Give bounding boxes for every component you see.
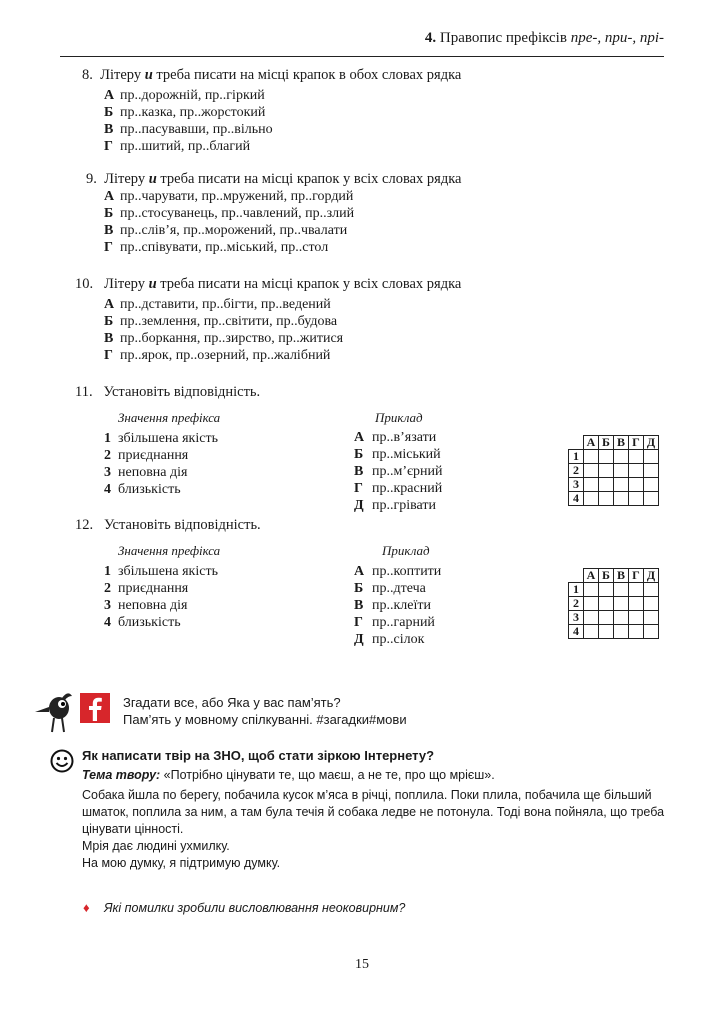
question-10 — [75, 276, 461, 293]
item-label: А — [354, 430, 365, 445]
item-label: 2 — [104, 448, 111, 463]
grid-cell[interactable] — [629, 464, 644, 478]
grid-cell[interactable] — [584, 464, 599, 478]
crow-mascot-icon — [32, 690, 78, 734]
option-letter: В — [104, 122, 114, 137]
grid-cell[interactable] — [644, 492, 659, 506]
grid-col-header: Б — [599, 436, 614, 450]
smiley-icon — [50, 749, 74, 773]
answer-option-0[interactable] — [104, 87, 265, 104]
essay-line-2: цінувати цінності. — [82, 822, 184, 836]
item-label: Б — [354, 447, 364, 462]
grid-row-header: 4 — [569, 492, 584, 506]
essay-topic-label: Тема твору: — [82, 768, 161, 782]
question-text: Установіть відповідність. — [104, 517, 261, 533]
facebook-icon[interactable] — [80, 693, 110, 723]
grid-col-header: Д — [644, 436, 659, 450]
option-letter: В — [104, 223, 114, 238]
question-8 — [82, 67, 461, 84]
grid-corner — [569, 569, 584, 583]
grid-cell[interactable] — [644, 597, 659, 611]
grid-cell[interactable] — [629, 611, 644, 625]
option-text: пр..дорожній, пр..гіркий — [120, 88, 265, 103]
meaning-1 — [104, 447, 188, 464]
answer-option-2[interactable] — [104, 222, 347, 239]
item-label: Д — [354, 632, 364, 647]
social-post-title: Згадати все, або Яка у вас пам’ять? — [123, 695, 341, 710]
option-letter: В — [104, 331, 114, 346]
grid-row-header: 2 — [569, 464, 584, 478]
example-2 — [354, 463, 443, 480]
grid-cell[interactable] — [599, 625, 614, 639]
answer-grid-12[interactable] — [568, 568, 659, 639]
meaning-1 — [104, 580, 188, 597]
option-text: пр..шитий, пр..благий — [120, 139, 251, 154]
item-text: неповна дія — [118, 598, 188, 613]
grid-cell[interactable] — [599, 492, 614, 506]
item-text: пр..м’єрний — [372, 464, 443, 479]
grid-col-header: Д — [644, 569, 659, 583]
option-text: пр..дставити, пр..бігти, пр..ведений — [120, 297, 331, 312]
column-heading-meaning: Значення префікса — [118, 410, 221, 425]
grid-cell[interactable] — [599, 464, 614, 478]
question-number: 10. — [75, 276, 94, 292]
meaning-3 — [104, 614, 181, 631]
question-text: Установіть відповідність. — [103, 384, 261, 400]
example-1 — [354, 580, 426, 597]
grid-corner — [569, 436, 584, 450]
grid-cell[interactable] — [599, 611, 614, 625]
social-post — [123, 694, 407, 728]
item-label: Д — [354, 498, 364, 513]
answer-option-1[interactable] — [104, 313, 337, 330]
grid-row-header: 2 — [569, 597, 584, 611]
answer-option-0[interactable] — [104, 188, 353, 205]
question-9 — [86, 171, 461, 188]
grid-col-header: В — [614, 569, 629, 583]
grid-row-header: 1 — [569, 450, 584, 464]
answer-option-2[interactable] — [104, 121, 273, 138]
meaning-3 — [104, 481, 181, 498]
item-text: пр..в’язати — [372, 430, 437, 445]
column-heading-meaning: Значення префікса — [118, 543, 221, 558]
essay-line-4: На мою думку, я підтримую думку. — [82, 856, 281, 870]
answer-grid-11[interactable] — [568, 435, 659, 506]
option-letter: А — [104, 88, 115, 103]
option-letter: Б — [104, 105, 114, 120]
item-label: 4 — [104, 482, 111, 497]
meaning-2 — [104, 464, 187, 481]
example-0 — [354, 563, 441, 580]
option-text: пр..землення, пр..світити, пр..будова — [120, 314, 338, 329]
item-text: приєднання — [118, 581, 189, 596]
item-text: збільшена якість — [118, 431, 218, 446]
example-3 — [354, 614, 435, 631]
social-post-subtitle: Пам’ять у мовному спілкуванні. #загадки#мови — [123, 712, 407, 727]
page-number: 15 — [355, 957, 369, 972]
essay-line-3: Мрія дає людині ухмилку. — [82, 839, 230, 853]
item-label: 1 — [104, 431, 111, 446]
essay-text — [82, 787, 664, 872]
example-0 — [354, 429, 436, 446]
question-number: 11. — [75, 384, 93, 400]
example-4 — [354, 631, 424, 648]
item-text: близькість — [118, 615, 181, 630]
option-text: пр..казка, пр..жорстокий — [120, 105, 266, 120]
column-heading-example: Приклад — [375, 410, 423, 425]
grid-cell[interactable] — [614, 597, 629, 611]
grid-col-header: Г — [629, 569, 644, 583]
question-number: 9. — [86, 171, 97, 187]
item-label: А — [354, 564, 365, 579]
grid-cell[interactable] — [584, 492, 599, 506]
example-3 — [354, 480, 442, 497]
item-text: пр..дтеча — [372, 581, 426, 596]
running-header — [60, 30, 664, 57]
grid-cell[interactable] — [614, 450, 629, 464]
discussion-question: Які помилки зробили висловлювання неоковирним? — [104, 901, 406, 915]
question-text-post: треба писати на місці крапок у всіх словах рядка — [156, 171, 462, 187]
grid-row-header: 4 — [569, 625, 584, 639]
option-letter: А — [104, 297, 115, 312]
grid-cell[interactable] — [614, 611, 629, 625]
item-label: В — [354, 464, 364, 479]
meaning-0 — [104, 563, 218, 580]
item-label: Б — [354, 581, 364, 596]
answer-option-3[interactable] — [104, 239, 328, 256]
grid-cell[interactable] — [599, 583, 614, 597]
diamond-icon: ♦ — [83, 900, 90, 915]
answer-option-1[interactable] — [104, 104, 265, 121]
grid-cell[interactable] — [584, 625, 599, 639]
grid-col-header: А — [584, 436, 599, 450]
question-12 — [75, 517, 261, 534]
question-text-pre: Літеру — [104, 171, 149, 187]
grid-cell[interactable] — [599, 450, 614, 464]
option-text: пр..стосуванець, пр..чавлений, пр..злий — [120, 206, 355, 221]
item-text: пр..сілок — [372, 632, 425, 647]
grid-cell[interactable] — [629, 583, 644, 597]
grid-cell[interactable] — [614, 625, 629, 639]
item-label: 2 — [104, 581, 111, 596]
answer-option-3[interactable] — [104, 138, 250, 155]
grid-cell[interactable] — [584, 611, 599, 625]
option-letter: Г — [104, 240, 113, 255]
item-text: пр..міський — [372, 447, 441, 462]
item-text: приєднання — [118, 448, 189, 463]
essay-line-0: Собака йшла по берегу, побачила кусок м’яса в річці, поплила. Поки плила, побачила ще більший — [82, 788, 652, 802]
answer-option-2[interactable] — [104, 330, 343, 347]
option-letter: Б — [104, 314, 114, 329]
answer-option-0[interactable] — [104, 296, 331, 313]
item-text: неповна дія — [118, 465, 188, 480]
option-letter: Г — [104, 139, 113, 154]
item-label: В — [354, 598, 364, 613]
item-text: пр..клеїти — [372, 598, 431, 613]
grid-cell[interactable] — [584, 450, 599, 464]
option-letter: Б — [104, 206, 114, 221]
question-letter: и — [144, 67, 153, 83]
grid-cell[interactable] — [644, 450, 659, 464]
example-1 — [354, 446, 441, 463]
answer-option-3[interactable] — [104, 347, 330, 364]
essay-line-1: шматок, поплила за ним, а там була течія й собака ледве не потонула. Тоді вона пойняла, що треба — [82, 805, 665, 819]
grid-cell[interactable] — [629, 478, 644, 492]
chapter-title: Правопис префіксів — [439, 30, 567, 46]
question-text-pre: Літеру — [100, 67, 145, 83]
example-4 — [354, 497, 436, 514]
grid-cell[interactable] — [614, 478, 629, 492]
option-text: пр..ярок, пр..озерний, пр..жалібний — [120, 348, 331, 363]
grid-cell[interactable] — [644, 583, 659, 597]
question-letter: и — [148, 276, 157, 292]
item-label: 4 — [104, 615, 111, 630]
option-letter: Г — [104, 348, 113, 363]
chapter-number: 4. — [424, 30, 437, 46]
item-text: близькість — [118, 482, 181, 497]
question-letter: и — [148, 171, 157, 187]
grid-row-header: 3 — [569, 478, 584, 492]
grid-cell[interactable] — [644, 611, 659, 625]
grid-row-header: 1 — [569, 583, 584, 597]
grid-cell[interactable] — [599, 597, 614, 611]
item-label: 1 — [104, 564, 111, 579]
item-text: збільшена якість — [118, 564, 218, 579]
grid-cell[interactable] — [614, 492, 629, 506]
option-text: пр..слів’я, пр..морожений, пр..чвалати — [120, 223, 348, 238]
item-text: пр..красний — [372, 481, 443, 496]
grid-cell[interactable] — [629, 625, 644, 639]
option-text: пр..співувати, пр..міський, пр..стол — [120, 240, 329, 255]
answer-option-1[interactable] — [104, 205, 354, 222]
meaning-0 — [104, 430, 218, 447]
grid-cell[interactable] — [629, 450, 644, 464]
grid-cell[interactable] — [584, 583, 599, 597]
grid-cell[interactable] — [599, 478, 614, 492]
grid-cell[interactable] — [644, 625, 659, 639]
option-text: пр..боркання, пр..зирство, пр..житися — [120, 331, 344, 346]
grid-col-header: А — [584, 569, 599, 583]
column-heading-example: Приклад — [382, 543, 430, 558]
grid-cell[interactable] — [644, 464, 659, 478]
chapter-prefixes: пре-, при-, прі- — [570, 30, 664, 46]
item-label: Г — [354, 615, 363, 630]
option-text: пр..пасувавши, пр..вільно — [120, 122, 273, 137]
grid-cell[interactable] — [644, 478, 659, 492]
grid-col-header: Б — [599, 569, 614, 583]
grid-col-header: Г — [629, 436, 644, 450]
question-11 — [75, 384, 260, 401]
question-number: 12. — [75, 517, 94, 533]
grid-cell[interactable] — [629, 597, 644, 611]
grid-cell[interactable] — [614, 583, 629, 597]
grid-col-header: В — [614, 436, 629, 450]
question-text-post: треба писати на місці крапок в обох словах рядка — [152, 67, 462, 83]
option-text: пр..чарувати, пр..мружений, пр..гордий — [120, 189, 354, 204]
item-text: пр..коптити — [372, 564, 442, 579]
essay-topic — [82, 768, 495, 782]
item-label: 3 — [104, 465, 111, 480]
grid-row-header: 3 — [569, 611, 584, 625]
item-label: 3 — [104, 598, 111, 613]
question-number: 8. — [82, 67, 93, 83]
essay-heading: Як написати твір на ЗНО, щоб стати зіркою Інтернету? — [82, 748, 435, 763]
meaning-2 — [104, 597, 187, 614]
item-label: Г — [354, 481, 363, 496]
item-text: пр..грівати — [372, 498, 437, 513]
question-text-pre: Літеру — [104, 276, 149, 292]
option-letter: А — [104, 189, 115, 204]
example-2 — [354, 597, 431, 614]
grid-cell[interactable] — [629, 492, 644, 506]
grid-cell[interactable] — [584, 597, 599, 611]
grid-cell[interactable] — [614, 464, 629, 478]
item-text: пр..гарний — [372, 615, 435, 630]
grid-cell[interactable] — [584, 478, 599, 492]
question-text-post: треба писати на місці крапок у всіх словах рядка — [156, 276, 462, 292]
essay-topic-text: «Потрібно цінувати те, що маєш, а не те, про що мрієш». — [160, 768, 495, 782]
